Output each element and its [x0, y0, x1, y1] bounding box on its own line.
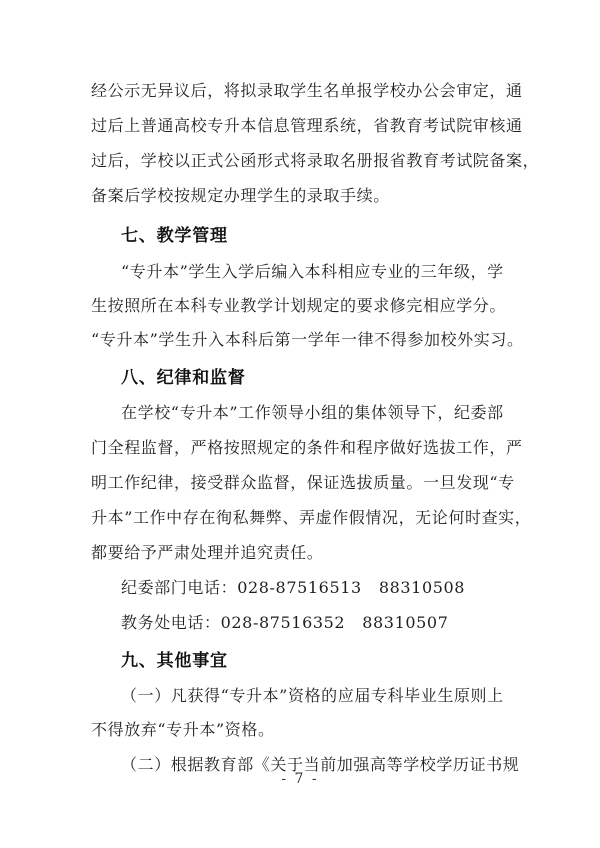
paragraph-line: 过后上普通高校专升本信息管理系统，省教育考试院审核通 [91, 116, 523, 135]
paragraph-line: “专升本”学生升入本科后第一学年一律不得参加校外实习。 [91, 330, 524, 349]
paragraph-line: 经公示无异议后，将拟录取学生名单报学校办公会审定，通 [91, 81, 523, 100]
paragraph-line: 门全程监督，严格按照规定的条件和程序做好选拔工作，严 [91, 438, 523, 457]
paragraph-line: 都要给予严肃处理并追究责任。 [91, 543, 324, 562]
paragraph-line: 不得放弃“专升本”资格。 [91, 720, 275, 739]
section-heading-other: 九、其他事宜 [121, 651, 228, 671]
paragraph-line: 过后，学校以正式公函形式将录取名册报省教育考试院备案， [91, 151, 540, 170]
paragraph-line: 明工作纪律，接受群众监督，保证选拔质量。一旦发现“专 [91, 473, 515, 492]
paragraph-line: “专升本”学生入学后编入本科相应专业的三年级，学 [121, 262, 504, 281]
paragraph-line: 在学校“专升本”工作领导小组的集体领导下，纪委部 [121, 403, 504, 422]
section-heading-discipline: 八、纪律和监督 [121, 368, 246, 388]
paragraph-line: 生按照所在本科专业教学计划规定的要求修完相应学分。 [91, 296, 507, 315]
paragraph-line: （一）凡获得“专升本”资格的应届专科毕业生原则上 [121, 686, 504, 705]
paragraph-line: 备案后学校按规定办理学生的录取手续。 [91, 186, 390, 205]
section-heading-teaching: 七、教学管理 [121, 226, 228, 246]
page-number: - 7 - [281, 771, 319, 787]
paragraph-line: （二）根据教育部《关于当前加强高等学校学历证书规 [121, 755, 520, 774]
paragraph-line: 升本”工作中存在徇私舞弊、弄虚作假情况，无论何时查实， [91, 508, 532, 527]
phone-line-discipline-dept: 纪委部门电话：028-87516513 88310508 [121, 578, 466, 597]
phone-line-academic-affairs: 教务处电话：028-87516352 88310507 [121, 613, 449, 632]
